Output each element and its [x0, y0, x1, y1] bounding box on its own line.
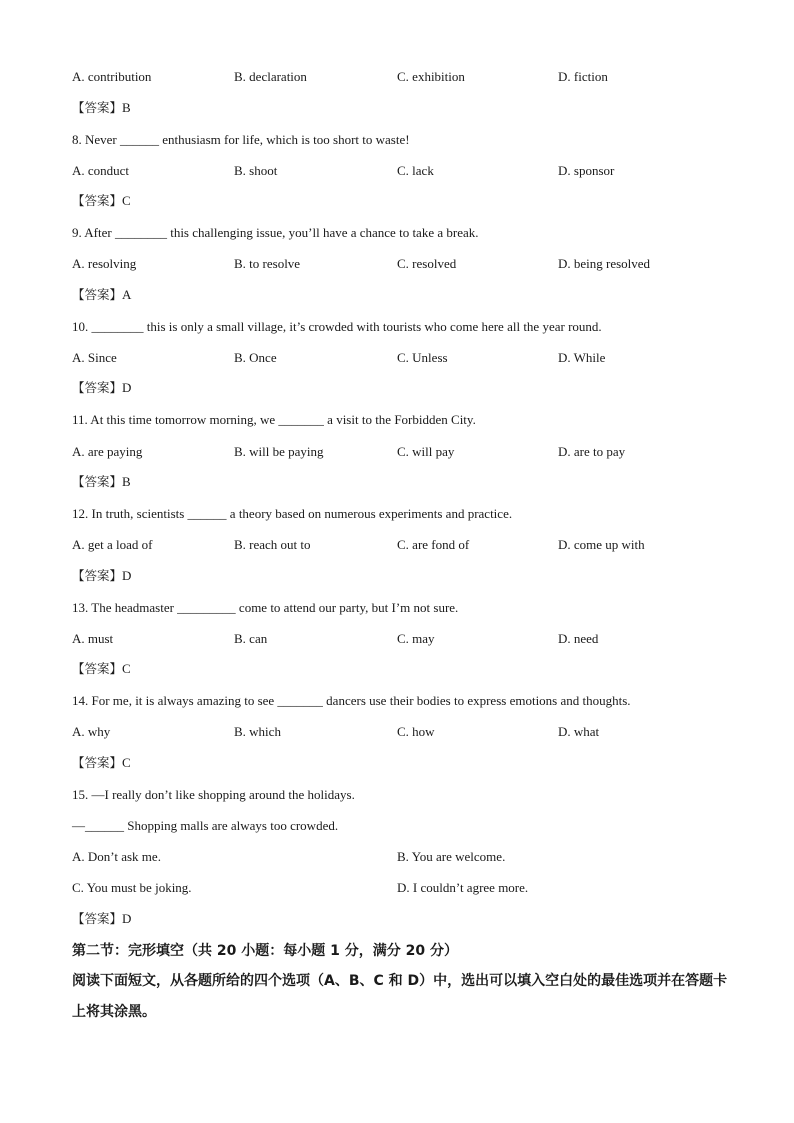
option-a: A. Since	[72, 350, 117, 365]
option-c: C. may	[397, 631, 435, 646]
answer-value: B	[122, 100, 131, 115]
question-stem: 8. Never ______ enthusiasm for life, which is too short to waste!	[72, 132, 410, 147]
option-d: D. what	[558, 724, 600, 739]
answer-label: 【答案】	[72, 193, 123, 208]
answer-value: D	[122, 568, 132, 583]
answer-label: 【答案】	[72, 568, 123, 583]
question-stem: 11. At this time tomorrow morning, we _______ a visit to the Forbidden City.	[72, 412, 476, 427]
option-b: B. which	[234, 724, 281, 739]
option-c: C. resolved	[397, 256, 457, 271]
option-d: D. come up with	[558, 537, 645, 552]
option-c: C. are fond of	[397, 537, 470, 552]
answer-label: 【答案】	[72, 474, 123, 489]
answer-line	[72, 380, 131, 396]
answer-line	[72, 661, 131, 677]
answer-label: 【答案】	[72, 755, 123, 770]
question-stem: 13. The headmaster _________ come to attend our party, but I’m not sure.	[72, 600, 459, 615]
option-c: C. how	[397, 724, 435, 739]
question-stem: 14. For me, it is always amazing to see _______ dancers use their bodies to express emotions and thoughts.	[72, 693, 631, 708]
option-d: D. sponsor	[558, 163, 615, 178]
option-d: D. are to pay	[558, 444, 626, 459]
option-a: A. resolving	[72, 256, 137, 271]
answer-value: C	[122, 755, 131, 770]
answer-line	[72, 911, 131, 927]
option-b: B. Once	[234, 350, 277, 365]
option-d: D. I couldn’t agree more.	[397, 880, 529, 895]
option-d: D. need	[558, 631, 599, 646]
option-d: D. fiction	[558, 69, 608, 84]
option-b: B. shoot	[234, 163, 278, 178]
question-stem: 9. After ________ this challenging issue, you’ll have a chance to take a break.	[72, 225, 479, 240]
section-instruction: 阅读下面短文，从各题所给的四个选项（A、B、C 和 D）中，选出可以填入空白处的最佳选项并在答题卡上将其涂黑。	[72, 973, 728, 1020]
answer-label: 【答案】	[72, 911, 123, 926]
option-b: B. can	[234, 631, 268, 646]
answer-value: C	[122, 661, 131, 676]
section-title: 第二节：完形填空（共 20 小题：每小题 1 分，满分 20 分）	[72, 943, 458, 959]
answer-value: C	[122, 193, 131, 208]
answer-value: D	[122, 911, 132, 926]
answer-line	[72, 193, 131, 209]
answer-value: D	[122, 380, 132, 395]
option-a: A. why	[72, 724, 111, 739]
answer-label: 【答案】	[72, 287, 123, 302]
question-stem-reply: —______ Shopping malls are always too crowded.	[72, 818, 339, 833]
answer-line	[72, 474, 131, 490]
answer-line	[72, 100, 131, 116]
answer-label: 【答案】	[72, 100, 123, 115]
option-c: C. will pay	[397, 444, 455, 459]
option-a: A. are paying	[72, 444, 143, 459]
option-a: A. conduct	[72, 163, 130, 178]
option-c: C. Unless	[397, 350, 448, 365]
question-stem: 10. ________ this is only a small village, it’s crowded with tourists who come here all the year round.	[72, 319, 602, 334]
answer-label: 【答案】	[72, 380, 123, 395]
option-c: C. lack	[397, 163, 434, 178]
option-c: C. exhibition	[397, 69, 465, 84]
option-a: A. Don’t ask me.	[72, 849, 161, 864]
answer-line	[72, 755, 131, 771]
option-a: A. contribution	[72, 69, 152, 84]
question-stem: 12. In truth, scientists ______ a theory based on numerous experiments and practice.	[72, 506, 513, 521]
answer-value: B	[122, 474, 131, 489]
option-b: B. reach out to	[234, 537, 311, 552]
option-b: B. You are welcome.	[397, 849, 506, 864]
option-b: B. declaration	[234, 69, 307, 84]
option-d: D. While	[558, 350, 606, 365]
answer-line	[72, 287, 131, 303]
option-c: C. You must be joking.	[72, 880, 192, 895]
option-b: B. will be paying	[234, 444, 324, 459]
answer-label: 【答案】	[72, 661, 123, 676]
answer-value: A	[122, 287, 132, 302]
question-stem: 15. —I really don’t like shopping around the holidays.	[72, 787, 355, 802]
option-d: D. being resolved	[558, 256, 651, 271]
answer-line	[72, 568, 131, 584]
option-a: A. get a load of	[72, 537, 153, 552]
option-a: A. must	[72, 631, 114, 646]
option-b: B. to resolve	[234, 256, 301, 271]
